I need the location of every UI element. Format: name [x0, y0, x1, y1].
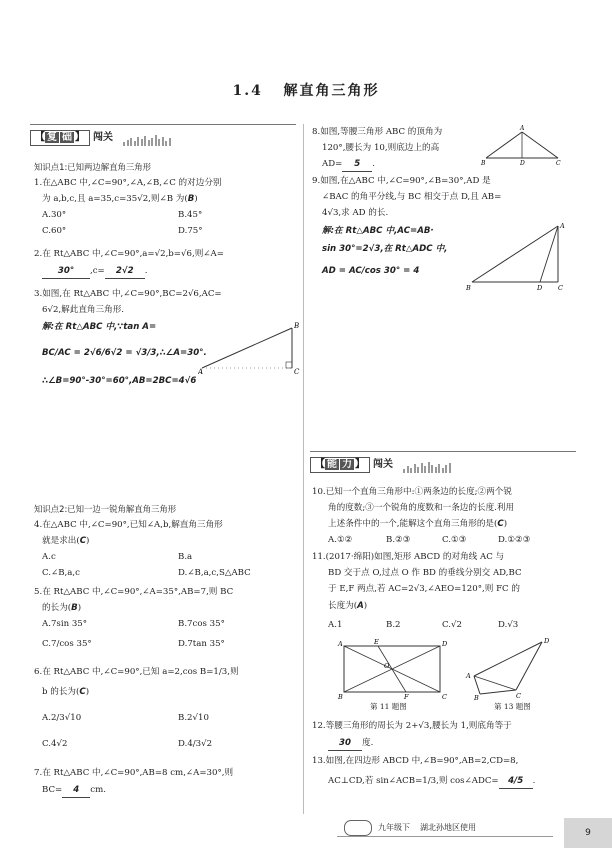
page-title — [0, 80, 612, 100]
q5-stem-line2: 的长为(B) — [42, 603, 82, 613]
q8-label-b: B — [481, 160, 486, 166]
q1-option-d: D.75° — [178, 226, 203, 236]
q7-answer: 4 — [62, 784, 90, 798]
q11-label-e: E — [374, 638, 379, 646]
q1-option-b: B.45° — [178, 210, 203, 220]
q4-stem-line2: 就是求出(C) — [42, 536, 90, 546]
q9-label-d: D — [537, 284, 543, 292]
q3-label-b: B — [294, 322, 300, 330]
q7-stem-line1: 7.在 Rt△ABC 中,∠C=90°,AB=8 cm,∠A=30°,则 — [34, 768, 234, 778]
q9-stem-line3: 4√3,求 AD 的长. — [322, 208, 389, 218]
q9-solution-line3: AD = AC/cos 30° = 4 — [322, 266, 420, 276]
q2-answer-2: 2√2 — [105, 265, 145, 279]
q3-triangle-figure — [198, 320, 302, 376]
q6-stem-line2: b 的长为(C) — [42, 687, 90, 697]
q9-stem-line2: ∠BAC 的角平分线,与 BC 相交于点 D,且 AB= — [322, 192, 502, 202]
q11-stem-line3: 于 E,F 两点,若 AC=2√3,∠AEO=120°,则 FC 的 — [328, 584, 520, 594]
q12-answer: 30 — [328, 737, 362, 751]
q11-label-f: F — [404, 693, 409, 700]
advance-section-label: 【 能 力 】 — [310, 457, 370, 473]
q11-option-d: D.√3 — [498, 620, 519, 630]
q10-stem-line1: 10.已知一个直角三角形中:①两条边的长度;②两个锐 — [312, 487, 512, 497]
knowledge-point-2: 知识点2:已知一边一锐角解直角三角形 — [34, 504, 177, 514]
q3-label-c: C — [294, 368, 300, 376]
q11-option-a: A.1 — [328, 620, 343, 630]
q1-option-a: A.30° — [42, 210, 67, 220]
q5-option-a: A.7sin 35° — [42, 619, 88, 629]
q9-triangle-figure — [466, 220, 570, 294]
q9-solution-line1: 解:在 Rt△ABC 中,AC=AB· — [322, 226, 434, 236]
q13-label-b: B — [474, 694, 479, 700]
q9-solution-line2: sin 30°=2√3,在 Rt△ADC 中, — [322, 244, 448, 254]
q1-stem-line1: 1.在△ABC 中,∠C=90°,∠A,∠B,∠C 的对边分别 — [34, 178, 222, 188]
q13-label-d: D — [544, 637, 550, 645]
q1-option-c: C.60° — [42, 226, 67, 236]
footer-logo-icon — [344, 820, 372, 836]
q5-option-b: B.7cos 35° — [178, 619, 225, 629]
q13-label-a: A — [466, 672, 471, 680]
q6-answer: C — [79, 687, 86, 697]
q11-label-d: D — [442, 640, 448, 648]
q6-option-a: A.2/3√10 — [42, 713, 82, 723]
fig11-caption: 第 11 题图 — [370, 702, 407, 711]
q4-option-c: C.∠B,a,c — [42, 568, 80, 578]
q5-option-d: D.7tan 35° — [178, 639, 225, 649]
q4-stem-line1: 4.在△ABC 中,∠C=90°,已知∠A,b,解直角三角形 — [34, 520, 223, 530]
q11-answer: A — [357, 601, 364, 611]
q10-answer: C — [497, 519, 504, 529]
q11-option-b: B.2 — [386, 620, 401, 630]
fig13-caption: 第 13 题图 — [494, 702, 531, 711]
q8-isosceles-figure — [480, 124, 564, 166]
q8-stem-line3: AD= 5 . — [322, 158, 375, 172]
q11-label-c: C — [442, 693, 447, 700]
page-number: 9 — [564, 818, 612, 848]
q11-stem-line1: 11.(2017·绵阳)如图,矩形 ABCD 的对角线 AC 与 — [312, 552, 505, 562]
advance-section-header: 【 能 力 】 闯关 — [310, 451, 576, 468]
q1-stem-line2: 为 a,b,c,且 a=35,c=35√2,则∠B 为(B) — [42, 194, 198, 204]
q5-answer: B — [71, 603, 78, 613]
q3-solution-line2: BC/AC = 2√6/6√2 = √3/3,∴∠A=30°. — [42, 348, 207, 358]
q9-label-a: A — [560, 222, 565, 230]
decorative-bars-icon — [403, 454, 452, 473]
q3-label-a: A — [198, 368, 204, 376]
q13-stem-line1: 13.如图,在四边形 ABCD 中,∠B=90°,AB=2,CD=8, — [312, 756, 519, 766]
q8-answer: 5 — [342, 158, 372, 172]
column-divider — [303, 124, 304, 814]
q10-option-b: B.②③ — [386, 535, 411, 545]
q10-stem-line2: 角的度数;③一个锐角的度数和一条边的长度.利用 — [328, 503, 515, 513]
q2-answer-1: 30° — [42, 265, 90, 279]
q9-label-c: C — [558, 284, 563, 292]
q6-option-b: B.2√10 — [178, 713, 209, 723]
q12-stem-line2: 30 度. — [328, 737, 373, 751]
q10-stem-line3: 上述条件中的一个,能解这个直角三角形的是(C) — [328, 519, 508, 529]
q3-stem-line1: 3.如图,在 Rt△ABC 中,∠C=90°,BC=2√6,AC= — [34, 289, 222, 299]
q8-label-d: D — [520, 160, 525, 166]
q11-rectangle-figure — [336, 638, 448, 700]
q3-solution-line1: 解:在 Rt△ABC 中,∵tan A= — [42, 322, 157, 332]
q4-answer: C — [79, 536, 87, 546]
section-number: 1.4 — [232, 83, 263, 99]
q3-solution-line3: ∴∠B=90°-30°=60°,AB=2BC=4√6 — [42, 376, 197, 386]
q8-stem-line1: 8.如图,等腰三角形 ABC 的顶角为 — [312, 127, 443, 137]
q7-stem-line2: BC= 4 cm. — [42, 784, 106, 798]
q10-option-d: D.①②③ — [498, 535, 531, 545]
q4-option-b: B.a — [178, 552, 193, 562]
q3-stem-line2: 6√2,解此直角三角形. — [42, 305, 125, 315]
q5-option-c: C.7/cos 35° — [42, 639, 92, 649]
q13-label-c: C — [516, 692, 521, 700]
q11-option-c: C.√2 — [442, 620, 462, 630]
q9-label-b: B — [466, 284, 471, 292]
q11-label-o: O — [384, 662, 390, 670]
q13-answer: 4/5 — [499, 775, 533, 789]
q8-label-a: A — [520, 125, 525, 132]
knowledge-point-1: 知识点1:已知两边解直角三角形 — [34, 162, 152, 172]
review-section-label: 【 复 础 】 — [30, 130, 90, 146]
q2-stem: 2.在 Rt△ABC 中,∠C=90°,a=√2,b=√6,则∠A= — [34, 249, 224, 259]
footer-grade: 九年级下 — [378, 823, 410, 832]
q6-stem-line1: 6.在 Rt△ABC 中,∠C=90°,已知 a=2,cos B=1/3,则 — [34, 667, 239, 677]
q2-answer-line: 30° ,c= 2√2 . — [42, 265, 147, 279]
q4-option-d: D.∠B,a,c,S△ABC — [178, 568, 251, 578]
section-title: 解直角三角形 — [283, 83, 380, 99]
q12-stem-line1: 12.等腰三角形的周长为 2+√3,腰长为 1,则底角等于 — [312, 721, 512, 731]
q11-stem-line4: 长度为(A) — [328, 601, 368, 611]
q10-option-c: C.①③ — [442, 535, 467, 545]
review-section-header: 【 复 础 】 闯关 — [30, 124, 296, 141]
q11-label-b: B — [338, 693, 343, 700]
footer-region: 湖北孙地区使用 — [420, 823, 476, 832]
q9-stem-line1: 9.如图,在△ABC 中,∠C=90°,∠B=30°,AD 是 — [312, 176, 491, 186]
q8-label-c: C — [556, 160, 561, 166]
decorative-bars-icon — [123, 127, 172, 146]
q11-label-a: A — [338, 640, 343, 648]
q5-stem-line1: 5.在 Rt△ABC 中,∠C=90°,∠A=35°,AB=7,则 BC — [34, 587, 234, 597]
q4-option-a: A.c — [42, 552, 56, 562]
q13-quadrilateral-figure — [462, 634, 560, 700]
q13-stem-line2: AC⊥CD,若 sin∠ACB=1/3,则 cos∠ADC= 4/5 . — [328, 775, 535, 789]
q11-stem-line2: BD 交于点 O,过点 O 作 BD 的垂线分别交 AD,BC — [328, 568, 522, 578]
q1-answer: B — [187, 194, 195, 204]
q6-option-d: D.4/3√2 — [178, 739, 213, 749]
q8-stem-line2: 120°,腰长为 10,则底边上的高 — [322, 143, 440, 153]
q10-option-a: A.①② — [328, 535, 353, 545]
q6-option-c: C.4√2 — [42, 739, 68, 749]
